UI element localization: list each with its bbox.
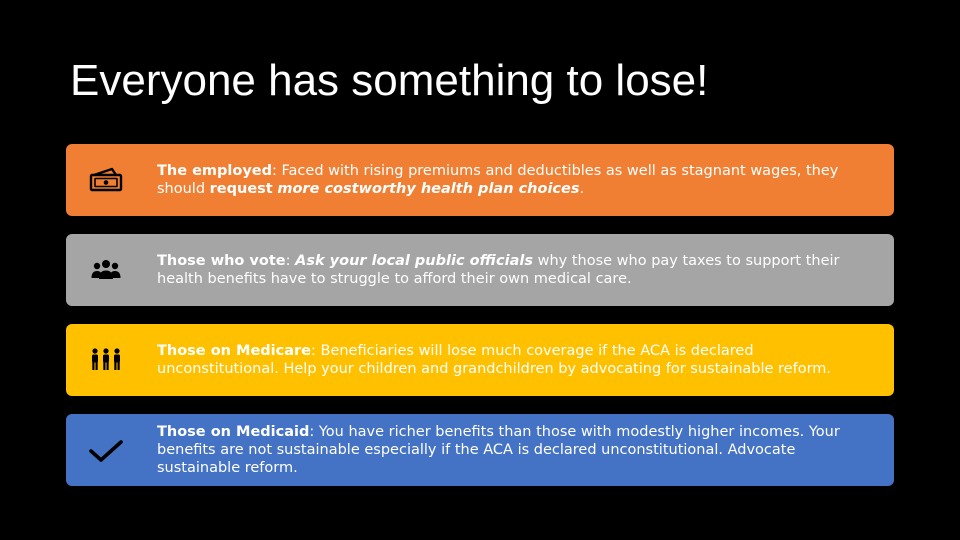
card-lead: Those who vote xyxy=(157,253,286,269)
card-body: : You have richer benefits than those with modestly higher incomes. Your benefits are not sustainable especially if the ACA is declared unconstitutional. Advocate sustainable reform. xyxy=(157,424,840,476)
card-voters xyxy=(66,234,894,306)
card-body-end: why those who pay taxes to support their health benefits have to struggle to afford their own medical care. xyxy=(157,253,840,287)
card-lead: Those on Medicaid xyxy=(157,424,310,440)
card-lead: Those on Medicare xyxy=(157,343,311,359)
family-icon xyxy=(88,342,124,378)
card-end: . xyxy=(579,181,585,197)
card-emphasis-italic: more costworthy health plan choices xyxy=(277,181,580,197)
card-employed xyxy=(66,144,894,216)
card-medicare xyxy=(66,324,894,396)
slide-title: Everyone has something to lose! xyxy=(70,56,709,105)
card-employed-text xyxy=(157,144,876,216)
card-body: : Beneficiaries will lose much coverage if the ACA is declared unconstitutional. Help your children and grandchildren by advocating for sustainable reform. xyxy=(157,343,832,377)
card-lead: The employed xyxy=(157,163,273,179)
checkmark-icon xyxy=(88,432,124,468)
money-icon xyxy=(88,162,124,198)
card-medicaid-text xyxy=(157,414,876,486)
card-body: : Faced with rising premiums and deductibles as well as stagnant wages, they should xyxy=(157,163,839,197)
card-medicaid xyxy=(66,414,894,486)
card-emphasis: request xyxy=(209,181,273,197)
card-body: : xyxy=(285,253,296,269)
people-group-icon xyxy=(88,252,124,288)
card-emphasis-italic: Ask your local public officials xyxy=(295,253,533,269)
card-voters-text xyxy=(157,234,876,306)
card-medicare-text xyxy=(157,324,876,396)
